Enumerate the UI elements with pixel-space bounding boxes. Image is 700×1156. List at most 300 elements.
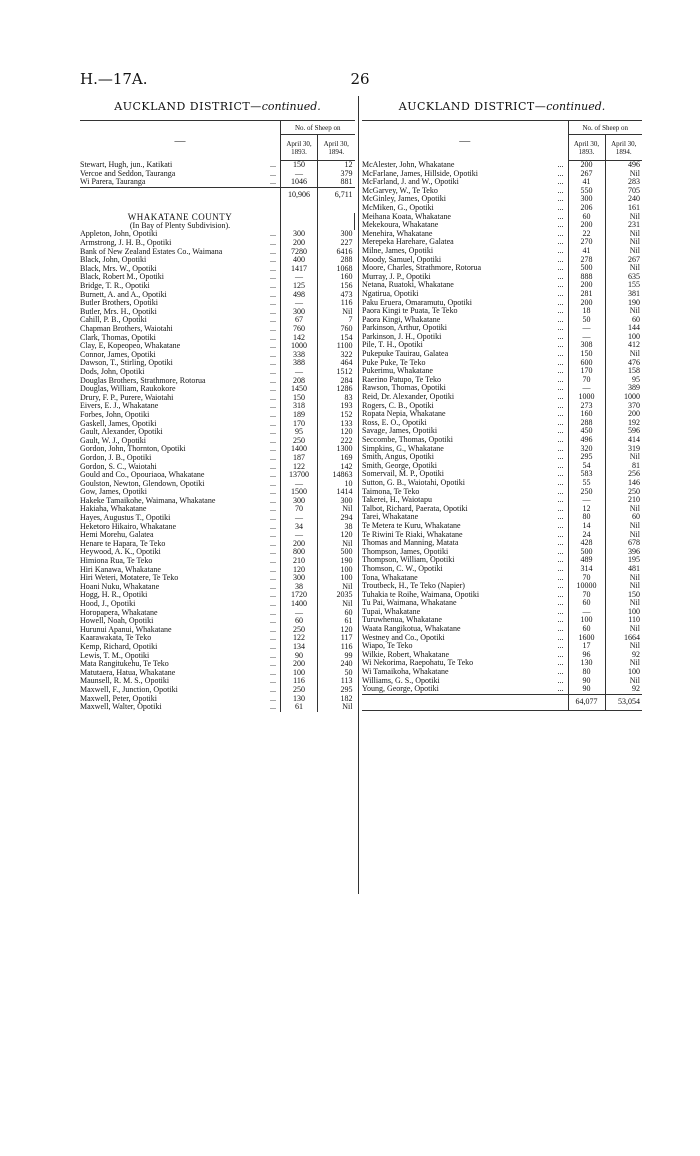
owner-name: Somervail, M. P., Opotiki [362, 470, 445, 479]
sheep-1893: 187 [281, 454, 318, 463]
leader-dots: ... [270, 367, 276, 376]
leader-dots: ... [270, 479, 276, 488]
sheep-1893: 208 [281, 377, 318, 386]
sheep-1894: 81 [632, 461, 640, 470]
owner-name: Hemi Morehu, Galatea [80, 531, 154, 540]
sheep-1894: 267 [628, 255, 640, 264]
sheep-1893: 70 [568, 376, 605, 385]
owner-name: Takerei, H., Waiotapu [362, 496, 432, 505]
sheep-1894: 396 [628, 547, 640, 556]
sheep-1893: 60 [568, 599, 605, 608]
sheep-1893: 61 [281, 703, 318, 712]
owner-name: Lewis, T. M., Opotiki [80, 651, 150, 660]
sheep-1893: 388 [281, 359, 318, 368]
table-row [362, 359, 642, 368]
owner-name: Williams, G. S., Opotiki [362, 676, 440, 685]
sheep-1893: — [568, 608, 605, 617]
table-row [80, 652, 355, 661]
sheep-1894: 1000 [624, 393, 640, 402]
owner-name: Appleton, John, Opotiki [80, 230, 158, 239]
sheep-1893: 189 [281, 411, 318, 420]
table-row [80, 248, 355, 257]
owner-name: Maunsell, R. M. S., Opotiki [80, 677, 170, 686]
sheep-1894: 190 [340, 557, 353, 566]
sheep-1893: 250 [281, 437, 318, 446]
table-row [362, 513, 642, 522]
sheep-1893: 496 [568, 436, 605, 445]
owner-name: Parkinson, J. H., Opotiki [362, 332, 442, 341]
sheep-1894: 113 [340, 677, 353, 686]
table-row [362, 221, 642, 230]
sheep-1894: 464 [340, 359, 353, 368]
sheep-1893: 130 [568, 659, 605, 668]
sheep-1894: 294 [340, 514, 353, 523]
leader-dots: ... [557, 418, 564, 427]
sheep-1893: 150 [281, 161, 318, 170]
leader-dots: ... [557, 616, 564, 625]
table-row [362, 178, 642, 187]
leader-dots: ... [270, 247, 276, 256]
sheep-table-left [80, 120, 355, 712]
owner-name: Chapman Brothers, Waiotahi [80, 325, 173, 333]
sheep-1893: — [568, 384, 605, 393]
table-row [362, 376, 642, 385]
sheep-1894: 370 [628, 401, 640, 410]
sheep-1894: 142 [340, 462, 353, 471]
leader-dots: ... [270, 668, 276, 677]
sheep-1893: 300 [281, 230, 318, 239]
leader-dots: ... [270, 703, 276, 712]
right-total [362, 694, 642, 710]
sheep-1894: 160 [340, 273, 353, 282]
sheep-1894: 95 [632, 375, 640, 384]
owner-name: Stewart, Hugh, jun., Katikati [80, 160, 173, 169]
sheep-1893: 200 [281, 540, 318, 549]
leader-dots: ... [270, 522, 276, 531]
table-row [80, 634, 355, 643]
sheep-1894: 92 [632, 685, 640, 694]
table-row [80, 368, 355, 377]
owner-name: Gould and Co., Opouriaoa, Whakatane [80, 471, 205, 480]
table-row [362, 677, 642, 686]
owner-name: Turuwhenua, Whakatane [362, 616, 442, 625]
sheep-1894: 596 [628, 427, 640, 436]
sheep-1893: 90 [281, 652, 318, 661]
sheep-1893: 90 [568, 677, 605, 686]
table-row [80, 574, 355, 583]
sheep-1893: 320 [568, 445, 605, 454]
table-row [362, 402, 642, 411]
leader-dots: ... [557, 582, 564, 591]
leader-dots: ... [557, 556, 564, 565]
table-row [362, 410, 642, 419]
owner-name: Sutton, G. B., Waiotahi, Opotiki [362, 478, 465, 487]
district-title-right: AUCKLAND DISTRICT—continued. [398, 100, 606, 113]
sheep-1893: 54 [568, 462, 605, 471]
owner-name: Bank of New Zealand Estates Co., Waimana [80, 247, 223, 256]
table-row [362, 350, 642, 359]
table-row [362, 556, 642, 565]
owner-name: Black, John, Opotiki [80, 256, 147, 265]
leader-dots: ... [270, 505, 276, 514]
table-row [362, 685, 642, 694]
sheep-1893: 14 [568, 522, 605, 531]
leader-dots: ... [270, 539, 276, 548]
leader-dots: ... [270, 453, 276, 462]
owner-name: McMiken, G., Opotiki [362, 203, 434, 212]
sheep-1893: 18 [568, 307, 605, 316]
table-row [80, 256, 355, 265]
owner-name: Gault, Alexander, Opotiki [80, 428, 163, 437]
owner-name: Henare te Hapara, Te Teko [80, 539, 166, 548]
sheep-1894: 60 [344, 608, 353, 617]
sheep-1894: 414 [628, 436, 640, 444]
leader-dots: ... [557, 195, 564, 204]
sheep-1894: 256 [628, 470, 640, 479]
sheep-1894: 1286 [336, 385, 353, 394]
leader-dots: ... [557, 203, 564, 212]
owner-name: Eivers, E. J., Whakatane [80, 402, 159, 411]
owner-name: McGinley, James, Opotiki [362, 195, 446, 204]
table-row [362, 290, 642, 299]
sheep-1894: Nil [342, 505, 353, 514]
name-column-header: — [80, 121, 281, 161]
sheep-1893: 122 [281, 634, 318, 643]
sheep-1894: 144 [628, 324, 640, 333]
owner-name: Troutbeck, H., Te Teko (Napier) [362, 582, 465, 591]
owner-name: Ropata Nepia, Whakatane [362, 410, 446, 419]
sheep-1893: 267 [568, 170, 605, 179]
owner-name: Hayes, Augustus T., Opotiki [80, 514, 171, 523]
sheep-1894: 100 [340, 565, 353, 574]
sheep-1893: 200 [568, 281, 605, 290]
sheep-1894: Nil [342, 703, 353, 712]
table-row [362, 213, 642, 222]
sheep-1893: 314 [568, 565, 605, 574]
owner-name: Maxwell, F., Junction, Opotiki [80, 685, 178, 694]
sheep-1894: 6416 [336, 247, 353, 256]
owner-name: Gordon, S. C., Waiotahi [80, 462, 157, 471]
table-row [80, 583, 355, 592]
table-row [80, 230, 355, 239]
leader-dots: ... [557, 169, 564, 178]
sheep-1894: 100 [628, 668, 640, 677]
leader-dots: ... [557, 573, 564, 582]
table-row [80, 695, 355, 704]
sheep-group-header: No. of Sheep on [568, 121, 642, 135]
leader-dots: ... [557, 350, 564, 359]
sheep-1894: 12 [344, 160, 353, 169]
table-row [80, 514, 355, 523]
table-row [362, 393, 642, 402]
sheep-1894: Nil [629, 625, 640, 634]
leader-dots: ... [270, 273, 276, 282]
sheep-1894: 154 [340, 333, 353, 342]
owner-name: Simpkins, G., Whakatane [362, 444, 444, 453]
sheep-1894: 100 [628, 607, 640, 616]
sheep-1894: 133 [340, 419, 353, 428]
leader-dots: ... [270, 514, 276, 523]
sheep-1893: — [568, 333, 605, 342]
sheep-1894: 1068 [336, 264, 353, 273]
owner-name: Matutaera, Hatua, Whakatane [80, 668, 176, 677]
sheep-1894: 250 [628, 487, 640, 496]
left-county-rows [80, 230, 355, 711]
sheep-1894: Nil [629, 350, 640, 359]
owner-name: Kemp, Richard, Opotiki [80, 642, 158, 651]
sheep-1894: 1300 [336, 445, 353, 454]
table-row [362, 479, 642, 488]
sheep-1894: 2035 [336, 591, 353, 600]
sheep-1894: 61 [344, 617, 353, 626]
table-row [80, 299, 355, 308]
sheep-1894: 760 [340, 325, 353, 333]
leader-dots: ... [557, 384, 564, 393]
table-row [362, 505, 642, 514]
owner-name: Ross, E. O., Opotiki [362, 418, 427, 427]
owner-name: Butler, Mrs. H., Opotiki [80, 307, 157, 316]
sheep-1894: 481 [628, 564, 640, 573]
sheep-1893: 200 [281, 660, 318, 669]
name-column-header: — [362, 121, 568, 161]
total-1893: 64,077 [568, 694, 605, 710]
sheep-1894: 288 [340, 256, 353, 265]
leader-dots: ... [557, 642, 564, 651]
table-row [80, 643, 355, 652]
sheep-1894: 192 [628, 418, 640, 427]
owner-name: Rawson, Thomas, Opotiki [362, 384, 446, 393]
sheep-1893: 278 [568, 256, 605, 265]
table-row [80, 437, 355, 446]
col-1893-header: April 30, 1893. [568, 135, 605, 161]
table-row [362, 496, 642, 505]
leader-dots: ... [270, 350, 276, 359]
leader-dots: ... [270, 608, 276, 617]
sheep-1893: 500 [568, 264, 605, 273]
table-row [362, 307, 642, 316]
owner-name: Himiona Rua, Te Teko [80, 557, 153, 566]
sheep-1893: — [281, 299, 318, 308]
sheep-1894: 7 [348, 316, 353, 325]
sheep-1894: 158 [628, 367, 640, 376]
sheep-1893: 60 [568, 213, 605, 222]
leader-dots: ... [270, 376, 276, 385]
owner-name: Paora Kingi te Puata, Te Teko [362, 307, 458, 316]
right-rows [362, 161, 642, 695]
sheep-1893: 70 [568, 591, 605, 600]
leader-dots: ... [557, 160, 564, 169]
table-row [362, 668, 642, 677]
owner-name: Taimona, Te Teko [362, 487, 420, 496]
leader-dots: ... [557, 289, 564, 298]
leader-dots: ... [557, 178, 564, 187]
table-row [362, 616, 642, 625]
table-row [362, 659, 642, 668]
table-row [362, 230, 642, 239]
sheep-1894: 322 [340, 350, 353, 359]
sheep-1894: 155 [628, 281, 640, 290]
leader-dots: ... [557, 229, 564, 238]
owner-name: Hiri Weteri, Motatere, Te Teko [80, 574, 179, 583]
sheep-1894: 500 [340, 548, 353, 557]
sheep-1894: 110 [628, 616, 640, 625]
owner-name: Meihana Koata, Whakatane [362, 212, 451, 221]
sheep-1893: 24 [568, 531, 605, 540]
table-row [80, 669, 355, 678]
sheep-1894: 381 [628, 289, 640, 298]
sheep-1893: 450 [568, 427, 605, 436]
leader-dots: ... [270, 178, 276, 187]
owner-name: Pile, T. H., Opotiki [362, 341, 423, 350]
owner-name: Mekekoura, Whakatane [362, 221, 439, 230]
sheep-1894: 635 [628, 272, 640, 281]
owner-name: Black, Mrs. W., Opotiki [80, 264, 157, 273]
sheep-1893: 70 [281, 505, 318, 514]
table-row [80, 325, 355, 334]
table-row [80, 488, 355, 497]
table-row [80, 677, 355, 686]
sheep-1893: 300 [568, 195, 605, 204]
sheep-1894: Nil [629, 573, 640, 582]
owner-name: Dods, John, Opotiki [80, 367, 145, 376]
owner-name: Hogg, H. R., Opotiki [80, 591, 148, 600]
sheep-1893: — [281, 531, 318, 540]
sheep-1894: 190 [628, 298, 640, 307]
table-row [362, 341, 642, 350]
sheep-1893: 1720 [281, 591, 318, 600]
leader-dots: ... [557, 470, 564, 479]
leader-dots: ... [557, 564, 564, 573]
sheep-1893: 1000 [568, 393, 605, 402]
table-row [362, 539, 642, 548]
sheep-1894: 705 [628, 186, 640, 195]
owner-name: Hakeke Tamaikohe, Waimana, Whakatane [80, 496, 216, 505]
leader-dots: ... [557, 221, 564, 230]
sheep-1894: 10 [344, 479, 353, 488]
owner-name: Milne, James, Opotiki [362, 246, 434, 255]
table-row [362, 333, 642, 342]
table-row [80, 394, 355, 403]
table-row [80, 566, 355, 575]
owner-name: Horopapera, Whakatane [80, 608, 158, 617]
leader-dots: ... [557, 461, 564, 470]
sheep-1894: 14863 [332, 471, 353, 480]
leader-dots: ... [270, 419, 276, 428]
table-row [80, 454, 355, 463]
sheep-1893: 206 [568, 204, 605, 213]
sheep-1894: Nil [629, 453, 640, 462]
leader-dots: ... [557, 685, 564, 694]
owner-name: Menehira, Whakatane [362, 229, 433, 238]
sheep-1893: 41 [568, 178, 605, 187]
sheep-1894: Nil [342, 582, 353, 591]
owner-name: Douglas Brothers, Strathmore, Rotorua [80, 376, 206, 385]
sheep-1893: 50 [568, 316, 605, 325]
sheep-1893: 200 [568, 161, 605, 170]
owner-name: Talbot, Richard, Paerata, Opotiki [362, 504, 468, 513]
sheep-1894: 100 [340, 574, 353, 583]
leader-dots: ... [557, 427, 564, 436]
sheep-1894: 146 [628, 478, 640, 487]
sheep-1894: 120 [340, 531, 353, 540]
owner-name: Hiri Kanawa, Whakatane [80, 565, 161, 574]
table-row [362, 170, 642, 179]
sheep-1894: 379 [340, 169, 353, 178]
table-row [80, 480, 355, 489]
leader-dots: ... [270, 591, 276, 600]
sheep-1894: 152 [340, 410, 353, 419]
table-row [80, 617, 355, 626]
sheep-1894: 222 [340, 436, 353, 445]
leader-dots: ... [270, 316, 276, 325]
sheep-1894: 120 [340, 428, 353, 437]
sheep-1894: 193 [340, 402, 353, 411]
owner-name: Gordon, John, Thornton, Opotiki [80, 445, 186, 454]
table-row [80, 265, 355, 274]
sheep-1893: — [568, 324, 605, 333]
owner-name: Thompson, James, Opotiki [362, 547, 449, 556]
leader-dots: ... [557, 272, 564, 281]
owner-name: Burnett, A. and A., Opotiki [80, 290, 167, 299]
owner-name: Cahill, P. B., Opotiki [80, 316, 147, 325]
sheep-1893: 170 [281, 420, 318, 429]
leader-dots: ... [557, 599, 564, 608]
sheep-1894: 60 [632, 513, 640, 522]
leader-dots: ... [270, 169, 276, 178]
leader-dots: ... [557, 264, 564, 273]
table-row [80, 239, 355, 248]
table-row [80, 411, 355, 420]
table-row [362, 488, 642, 497]
table-row [80, 445, 355, 454]
sheep-1893: 250 [281, 626, 318, 635]
owner-name: Reid, Dr. Alexander, Opotiki [362, 393, 455, 402]
sheep-1894: Nil [342, 539, 353, 548]
owner-name: Wiapo, Te Teko [362, 642, 413, 651]
leader-dots: ... [270, 410, 276, 419]
sheep-1893: 160 [568, 410, 605, 419]
owner-name: Merepeka Harehare, Galatea [362, 238, 454, 247]
sheep-1893: 281 [568, 290, 605, 299]
leader-dots: ... [557, 633, 564, 642]
sheep-1894: 161 [628, 203, 640, 212]
sheep-1893: 38 [281, 583, 318, 592]
sheep-1894: 120 [340, 625, 353, 634]
leader-dots: ... [557, 341, 564, 350]
sheep-1893: 1000 [281, 342, 318, 351]
sheep-1894: Nil [629, 582, 640, 591]
sheep-1894: 1512 [336, 367, 353, 376]
owner-name: Tu Pai, Waimana, Whakatane [362, 599, 457, 608]
leader-dots: ... [557, 590, 564, 599]
leader-dots: ... [557, 625, 564, 634]
owner-name: Westney and Co., Opotiki [362, 633, 445, 642]
leader-dots: ... [270, 239, 276, 248]
sheep-1893: — [281, 368, 318, 377]
table-row [80, 359, 355, 368]
leader-dots: ... [270, 333, 276, 342]
sheep-1894: 1100 [336, 342, 353, 351]
owner-name: Young, George, Opotiki [362, 685, 439, 694]
sheep-1893: 116 [281, 677, 318, 686]
leader-dots: ... [557, 607, 564, 616]
sheep-1894: 881 [340, 178, 353, 187]
sheep-1894: 1664 [624, 633, 640, 642]
sheep-1893: 90 [568, 685, 605, 694]
leader-dots: ... [557, 650, 564, 659]
sheep-1894: Nil [629, 521, 640, 530]
sheep-1894: 300 [340, 230, 353, 239]
